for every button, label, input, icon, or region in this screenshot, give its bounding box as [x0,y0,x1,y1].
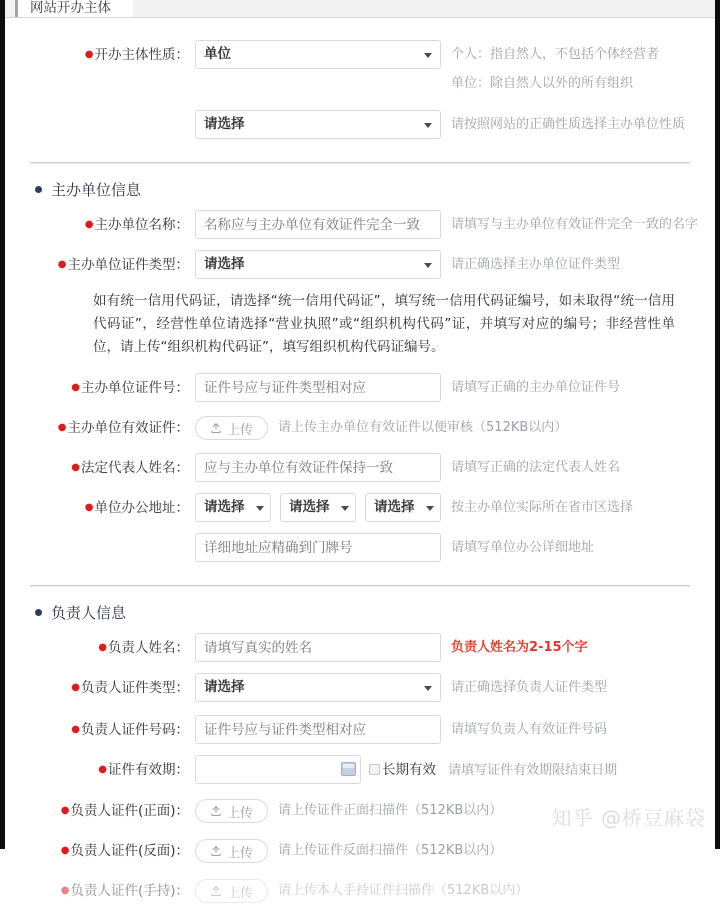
select-sponsor-cert-type-value: 请选择 [204,256,245,272]
row-principal-front [5,796,715,826]
label-principal-front: ●负责人证件(正面)： [60,803,189,819]
section-heading-sponsor [5,163,715,210]
input-principal-name[interactable] [195,633,441,662]
row-sponsor-cert-file [5,413,715,443]
upload-button-label: 上传 [227,422,254,438]
required-marker: ● [60,805,70,816]
upload-button-label: 上传 [227,805,254,821]
required-marker: ● [57,259,67,270]
row-sponsor-cert-type [5,250,715,282]
label-sponsor-cert-file: ●主办单位有效证件： [57,420,189,436]
label-principal-back: ●负责人证件(反面)： [60,843,189,859]
label-sponsor-legal: ●法定代表人姓名： [71,460,189,476]
required-marker: ● [71,462,80,473]
tab-website-entity[interactable]: 网站开办主体 [15,0,133,18]
field-principal-cert-no [195,715,441,744]
hint-sponsor-address: 按主办单位实际所在省市区选择 [451,500,634,515]
hint-entity-nature: 个人：指自然人，不包括个体经营者 单位：除自然人以外的所有组织 [451,47,660,91]
upload-button-principal-front[interactable] [195,799,268,823]
section-title-sponsor: 主办单位信息 [51,181,142,199]
upload-button-principal-hold[interactable] [195,879,268,903]
note-sponsor-cert: 如有统一信用代码证，请选择“统一信用代码证”，填写统一信用代码证编号，如未取得“统一信用代码证”，经营性单位请选择“营业执照”或“组织机构代码”证，并填写对应的编号；非经营性单位，请上传“组织机构代码证”，填写组织机构代码证编号。 [93,293,675,355]
select-entity-nature-value: 单位 [204,46,231,62]
upload-button-label: 上传 [227,845,254,861]
field-sponsor-name [195,210,441,239]
select-address-district[interactable] [365,493,441,522]
hint-principal-cert-type: 请正确选择负责人证件类型 [451,680,608,695]
label-entity-nature: ●开办主体性质： [84,47,189,63]
row-principal-cert-type [5,673,715,705]
field-entity-nature [195,40,441,72]
label-sponsor-name: ●主办单位名称： [84,217,189,233]
row-sponsor-address [5,493,715,523]
required-marker: ● [57,422,67,433]
input-principal-cert-no[interactable] [195,715,441,744]
row-principal-back [5,836,715,866]
label-principal-name: ●负责人姓名： [98,640,189,656]
select-entity-sub[interactable] [195,110,441,139]
field-principal-name [195,633,441,662]
row-sponsor-address-detail [5,533,715,563]
chevron-down-icon [424,53,432,58]
required-marker: ● [98,642,107,653]
row-principal-name [5,633,715,663]
date-input-wrapper [195,755,361,784]
label-principal-valid: ●证件有效期： [98,762,189,778]
section-heading-principal [5,586,715,633]
select-entity-nature[interactable] [195,40,441,69]
required-marker: ● [71,682,80,693]
upload-icon [210,805,222,817]
select-address-district-value: 请选择 [374,499,415,515]
row-sponsor-name [5,210,715,240]
chevron-down-icon [424,123,432,128]
field-sponsor-address [195,493,441,522]
hint-sponsor-cert-file: 请上传主办单位有效证件以便审核（512KB以内） [278,420,568,435]
label-principal-cert-no: ●负责人证件号码： [71,722,189,738]
select-entity-sub-value: 请选择 [204,116,245,132]
label-sponsor-address: ●单位办公地址： [84,500,189,516]
field-principal-hold [195,876,268,903]
upload-icon [210,885,222,897]
hint-entity-sub: 请按照网站的正确性质选择主办单位性质 [451,117,686,132]
required-marker: ● [84,49,94,60]
field-principal-valid [195,755,361,784]
hint-sponsor-legal: 请填写正确的法定代表人姓名 [451,460,621,475]
required-marker: ● [60,845,70,856]
address-select-group [195,493,441,522]
field-sponsor-cert-no [195,373,441,402]
label-principal-hold: ●负责人证件(手持)： [60,883,189,899]
select-address-province[interactable] [195,493,271,522]
chevron-down-icon [426,506,434,511]
upload-icon [210,845,222,857]
field-sponsor-cert-file [195,413,268,440]
label-sponsor-cert-type: ●主办单位证件类型： [57,257,189,273]
field-principal-back [195,836,268,863]
hint-principal-back: 请上传证件反面扫描件（512KB以内） [278,843,503,858]
watermark: 知乎 @桥豆麻袋 [551,806,706,830]
required-marker: ● [71,724,80,735]
longterm-checkbox-group [361,755,617,786]
label-longterm: 长期有效 [382,762,436,778]
hint-sponsor-cert-type: 请正确选择主办单位证件类型 [451,257,621,272]
section-title-principal: 负责人信息 [51,604,127,622]
required-marker: ● [60,885,70,896]
chevron-down-icon [256,506,264,511]
hint-sponsor-name: 请填写与主办单位有效证件完全一致的名字 [451,217,699,232]
upload-button-label: 上传 [227,885,254,901]
label-sponsor-cert-no: ●主办单位证件号： [71,380,189,396]
upload-button-sponsor-cert[interactable] [195,416,268,440]
hint-principal-cert-no: 请填写负责人有效证件号码 [451,722,608,737]
field-principal-front [195,796,268,823]
field-entity-sub [195,110,441,142]
row-principal-cert-no [5,715,715,745]
label-principal-cert-type: ●负责人证件类型： [71,680,189,696]
input-sponsor-legal[interactable] [195,453,441,482]
hint-principal-front: 请上传证件正面扫描件（512KB以内） [278,803,503,818]
select-address-city-value: 请选择 [289,499,330,515]
row-principal-hold [5,876,715,906]
field-sponsor-address-detail [195,533,441,562]
tab-strip [5,0,715,18]
bullet-icon [35,186,42,193]
hint-principal-valid: 请填写证件有效期限结束日期 [448,763,618,778]
field-sponsor-cert-type [195,250,441,282]
page-right-edge [715,0,720,849]
select-address-city[interactable] [280,493,356,522]
row-sponsor-cert-no [5,373,715,403]
select-sponsor-cert-type[interactable] [195,250,441,279]
bullet-icon [35,609,42,616]
chevron-down-icon [424,686,432,691]
input-sponsor-cert-no[interactable] [195,373,441,402]
required-marker: ● [98,764,107,775]
chevron-down-icon [424,263,432,268]
error-principal-name: 负责人姓名为2-15个字 [451,640,588,655]
select-principal-cert-type-value: 请选择 [204,679,245,695]
hint-sponsor-address-detail: 请填写单位办公详细地址 [451,540,595,555]
checkbox-longterm[interactable] [369,764,380,775]
calendar-icon[interactable] [341,762,356,776]
hint-sponsor-cert-no: 请填写正确的主办单位证件号 [451,380,621,395]
input-sponsor-address-detail[interactable] [195,533,441,562]
upload-icon [210,422,222,434]
select-address-province-value: 请选择 [204,499,245,515]
field-principal-cert-type [195,673,441,705]
select-principal-cert-type[interactable] [195,673,441,702]
input-principal-valid-date[interactable] [195,755,361,784]
input-sponsor-name[interactable] [195,210,441,239]
chevron-down-icon [341,506,349,511]
row-principal-valid [5,755,715,786]
row-sponsor-legal [5,453,715,483]
upload-button-principal-back[interactable] [195,839,268,863]
required-marker: ● [84,219,94,230]
required-marker: ● [71,382,80,393]
row-entity-sub [5,110,715,142]
field-sponsor-legal [195,453,441,482]
required-marker: ● [84,502,94,513]
form-content [5,18,715,906]
hint-principal-hold: 请上传本人手持证件扫描件（512KB以内） [278,883,529,898]
row-entity-nature [5,40,715,98]
